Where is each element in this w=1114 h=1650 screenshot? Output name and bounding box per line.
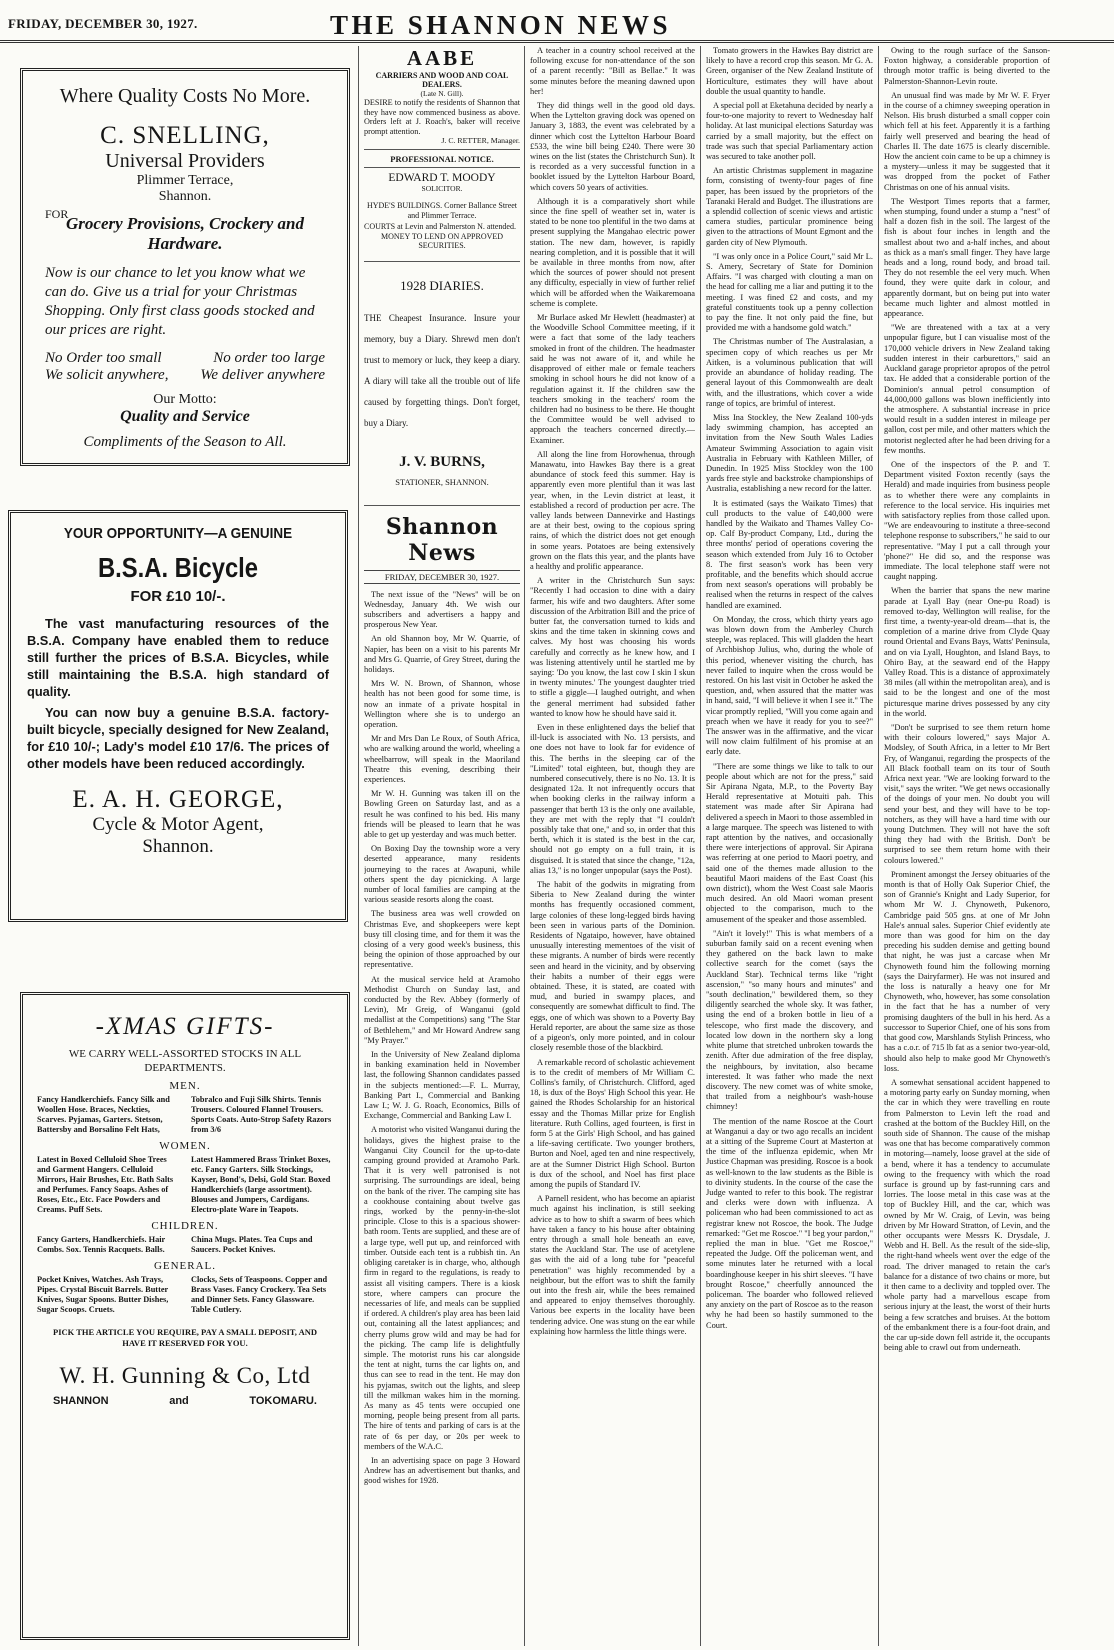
news-item: It is estimated (says the Waikato Times) that cull products to the value of £40,000 were handled by the Waikato and Thames Valley Co-op. Calf By-product Company, Ltd., during the three months' period of operations covering the season which extended from July 16 to October 8. The first season's work has been very profitable, and the benefits which should accrue from next season's operations will probably be realised when the returns in respect of the calves handled are examined.: [706, 498, 873, 610]
news-item: "We are threatened with a tax at a very unpopular figure, but I can visualise most of the 170,000 vehicle drivers in New Zealand taking sudden interest in their carburettors," said an Auckland garage proprietor apropos of the petrol tax. He added that a considerable portion of the Dominion's annual petrol consumption of 44,000,000 gallons was blown inefficiently into the atmosphere. A substantial increase in price would result in a sudden interest in mileage per gallon, cost per mile, and other matters which the motorist neglected after he had been driving for a few months.: [884, 323, 1050, 455]
news-item: Miss Ina Stockley, the New Zealand 100-yds lady swimming champion, has accepted an invitation from the New South Wales Ladies Amateur Swimming Association to again visit Australia in February with Kathleen Miller, of Dunedin. In 1925 Miss Stockley won the 100 yards free style and backstroke championships of Australia, establishing a new record for the latter.: [706, 412, 873, 494]
firm-locations: SHANNON and TOKOMARU.: [53, 1395, 317, 1407]
professional-notice-label: PROFESSIONAL NOTICE.: [390, 154, 494, 164]
ad-headline: -XMAS GIFTS-: [95, 1013, 275, 1040]
diaries-body: THE Cheapest Insurance. Insure your memory, buy a Diary. Shrewd men don't trust to memory or luck, they keep a diary. A diary will take all the trouble out of life caused by forgetting things. Don't forget, buy a Diary.: [364, 312, 520, 428]
ad-headline: Where Quality Costs No More.: [59, 85, 311, 107]
men-items: Fancy Handkerchiefs. Fancy Silk and Woollen Hose. Braces, Neckties, Scarves. Pyjamas, Garters. Stetson, Battersby and Borsalino Felt Hats, Tobralco and Fuji Silk Shirts. Tennis Trousers. Coloured Flannel Trousers. Sports Coats. Auto-Strop Safety Razors from 3/6: [37, 1095, 332, 1134]
men-section-title: MEN.: [169, 1080, 201, 1092]
news-item: In an advertising space on page 3 Howard Andrew has an advertisement but thanks, and good wishes for 1928.: [364, 1455, 520, 1486]
news-item: On Boxing Day the township wore a very deserted appearance, many residents journeying to the races at Awapuni, while others spent the day picnicking. A large number of local families are camping at the various seaside resorts along the coast.: [364, 844, 520, 905]
women-section-title: WOMEN.: [159, 1140, 211, 1152]
business-town: Shannon.: [158, 189, 212, 204]
solicitor-name: EDWARD T. MOODY: [388, 172, 496, 184]
money-line: MONEY TO LEND ON APPROVED SECURITIES.: [380, 231, 504, 250]
news-item: "I was only once in a Police Court," said Mr L. S. Amery, Secretary of State for Dominion Affairs. "I was charged with clouting a man on the head for calling me a liar and putting it to the meeting. I was fined £2 and costs, and my grateful constituents took up a penny collection to pay the fine. It not only paid the fine, but provided me with a handsome gold watch.": [706, 251, 873, 333]
news-item: A special poll at Eketahuna decided by nearly a four-to-one majority to revert to Wednesday half holiday. At last municipal elections Saturday was carried by a small majority, but the effect on trade was such that special Parliamentary action was secured to take another poll.: [706, 101, 873, 162]
motto: Quality and Service: [120, 408, 250, 425]
solicit-line: We solicit anywhere, We deliver anywhere: [45, 367, 325, 383]
bsa-advertisement: [8, 510, 348, 922]
news-item: On Monday, the cross, which thirty years ago was blown down from the Amberley Church steeple, was replaced. This will gladden the heart of Archbishop Julius, who, during the whole of this period, whenever visiting the church, has never failed to inquire when the cross would be restored. On his last visit in October he asked the question, and, when assured that the matter was in hand, said, "I will believe it when I see it." The vicar promptly replied, "Will you come again and preach when we have it ready for you to see?" The answer was in the affirmative, and the vicar will now claim fulfilment of his promise at an early date.: [706, 614, 873, 757]
children-section-title: CHILDREN.: [151, 1220, 219, 1232]
solicitor-address: HYDE'S BUILDINGS. Corner Ballance Street and Plimmer Terrace.: [366, 201, 518, 220]
news-item: An artistic Christmas supplement in magazine form, consisting of twenty-four pages of fine paper, has been issued by the proprietors of the Taranaki Herald and Budget. The illustrations are a splendid collection of scenic views and artistic camera studies, particular prominence being given to the attractions of Mount Egmont and the garden city of New Plymouth.: [706, 166, 873, 247]
news-column-3: [706, 46, 873, 1646]
ad-headline: YOUR OPPORTUNITY—A GENUINE: [63, 525, 293, 542]
news-column-4: [884, 46, 1050, 1646]
news-item: A writer in the Christchurch Sun says: "Recently I had occasion to dine with a dairy farmer, his wife and two daughters. After some discussion of the Arbitration Bill and the price of butter fat, the conversation turned to kids and skins and the time taken in skinning cows and calves. My host was choosing his words carefully and correctly as he knew how, and I was listening attentively until he startled me by saying: 'Do you know, the last cow I skin I skun in twenty minutes.' The youngest daughter tried to stifle a giggle—I laughed outright, and when the general merriment had subsided father wanted to know how he should have said it.: [530, 576, 695, 718]
header-rule: [0, 40, 1114, 43]
news-item: A somewhat sensational accident happened to a motoring party early on Sunday morning, when the car in which they were travelling en route from Palmerston to Levin left the road and crashed at the bottom of the Buckley Hill, on the south side of Shannon. The cause of the mishap was one that has become comparatively common in motoring—namely, loose gravel at the side of a bend, where it has a tendency to accumulate owing to the frequency with which the road surface is ground up by fast-running cars and lorries. The loose metal in this case was at the top of Buckley Hill, and the car, which was owned by Mr W. Craig, of Levin, was being driven by Mr Howard Stratton, of Levin, and the other occupants were Messrs K. Drysdale, J. Webb and H. Bell. As the result of the side-slip, the right-hand wheels went over the edge of the road. The driver managed to retain the car's balance for a distance of two chains or more, but it then came to a declivity and toppled over. The whole party had a marvellous escape from serious injury at the least, the worst of their hurts being a few scratches and bruises. At the bottom of the embankment there is a four-foot drain, and the car up-side down fell astride it, the occupants being able to crawl out from underneath.: [884, 1077, 1050, 1353]
children-items: Fancy Garters, Handkerchiefs. Hair Combs. Sox. Tennis Racquets. Balls. China Mugs. Plates. Tea Cups and Saucers. Pocket Knives.: [37, 1235, 313, 1254]
news-item: Tomato growers in the Hawkes Bay district are likely to have a record crop this season. Mr G. A. Green, organiser of the New Zealand Institute of Horticulture, estimates they will have about double the usual quantity to handle.: [706, 46, 873, 96]
women-items: Latest in Boxed Celluloid Shoe Trees and Garment Hangers. Celluloid Mirrors, Hair Brushes, Etc. Bath Salts and Perfumes. Fancy Soaps. Ashes of Roses, Etc., Etc. Face Powders and Creams. Puff Sets. Latest Hammered Brass Trinket Boxes, etc. Fancy Garters. Silk Stockings, Kayser, Bond's, Delsi, Gold Star. Boxed Handkerchiefs (large assortment). Blouses and Jumpers, Cardigans. Electro-plate Ware in Teapots.: [37, 1155, 331, 1214]
courts-line: COURTS at Levin and Palmerston N. attended.: [364, 222, 516, 231]
general-items: Pocket Knives, Watches. Ash Trays, Pipes. Crystal Biscuit Barrels. Butter Knives, Sugar Spoons. Butter Dishes, Sugar Scoops. Cruets. Clocks, Sets of Teaspoons. Copper and Brass Vases. Fancy Crockery. Tea Sets and Dinner Sets. Fancy Glassware. Table Cutlery.: [37, 1275, 328, 1314]
firm-name: W. H. Gunning & Co, Ltd: [59, 1363, 311, 1388]
news-item: The business area was well crowded on Christmas Eve, and shopkeepers were kept busy till closing time, and for them it was the closing of a very good week's business, this being the opinion of those approached by our representative.: [364, 909, 520, 970]
ad-body-2: You can now buy a genuine B.S.A. factory-built bicycle, specially designed for New Zealand, for £10 10/-; Lady's model £10 17/6. The prices of other models have been reduced accordingly.: [27, 705, 329, 771]
news-item: A Parnell resident, who has become an apiarist much against his inclination, is still seeking advice as to how to shift a swarm of bees which have taken a fancy to his house after obtaining entry through a small hole beneath an eave, states the Auckland Star. The use of acetylene gas with the aid of a long tube for "peaceful penetration" was highly recommended by a neighbour, but the effort was to shift the family out into the fresh air, while the bees remained and appeared to enjoy themselves thoroughly. Various bee experts in the locality have been tendering advice. One was stung on the ear while explaining how harmless the little things were.: [530, 1194, 695, 1336]
news-item: The mention of the name Roscoe at the Court at Wanganui a day or two ago recalls an incident at a sitting of the Supreme Court at Masterton at the time of the influenza epidemic, when Mr Justice Chapman was presiding. Roscoe is a book as well-known to the law students as the Bible is to divinity students. In the course of the case the Judge wanted to refer to this book. The registrar and clerks were down with influenza. A policeman who had been commissioned to act as registrar knew not Roscoe, the book. The Judge remarked: "Get me Roscoe." "I beg your pardon," replied the man in blue. "Get me Roscoe," repeated the Judge. Off the policeman went, and some minutes later he returned with a local boardinghouse keeper in his shirt sleeves. "I have brought Roscoe," cheerfully announced the policeman. The boarder who followed relieved any anxiety on the part of Roscoe as to the reason why he had been so hastily summoned to the Court.: [706, 1116, 873, 1330]
ad-subheadline: WE CARRY WELL-ASSORTED STOCKS IN ALL DEPARTMENTS.: [68, 1048, 302, 1074]
news-item: Even in these enlightened days the belief that ill-luck is associated with No. 13 persists, and one does not have to look far for evidence of this. The berths in the sleeping car of the "Limited" total eighteen, but, though they are numbered consecutively, there is no No. 13. It is designated 12a. It not infrequently occurs that when booking clerks in the railway inform a passenger that berth 13 is the only one available, they are met with the reply that "I couldn't possibly take that one," and so, in order that this berth, which it is stated is the best in the car, should not go empty on a full train, it is disguised. It is stated that since the change, "12a, alias 13," is no longer unpopular (says the Post).: [530, 723, 695, 875]
news-item: They did things well in the good old days. When the Lyttelton graving dock was opened on January 3, 1883, the event was celebrated by a dinner which cost the Lyttelton Harbour Board £533, the wine bill being £240. There were 30 wines on the list (states the Christchurch Sun). It is recorded as a very successful function in a booklet issued by the Lyttelton Harbour Board, which covers 50 years of activities.: [530, 101, 695, 192]
news-item: The next issue of the "News" will be on Wednesday, January 4th. We wish our subscribers and advertisers a happy and prosperous New Year.: [364, 589, 520, 630]
news-item: An unusual find was made by Mr W. F. Fryer in the course of a chimney sweeping operation in Nelson. His brush disturbed a small copper coin which fell at his feet. Apparently it is a farthing fairly well preserved and bearing the head of Charles II. The date 1675 is clearly discernible. How the ancient coin came to be up a chimney is a mystery—unless it may be suggested that it was dropped from the pocket of Father Christmas on one of his annual visits.: [884, 90, 1050, 192]
issue-date: FRIDAY, DECEMBER 30, 1927.: [8, 16, 198, 31]
news-item: All along the line from Horowhenua, through Manawatu, into Hawkes Bay there is a great abundance of stock feed this summer. Hay is apparently even more plentiful than it was last year, when, in the Levin district at least, it established a record of production per acre. The valley lands between Dannevirke and Hastings are at their best, owing to the copious spring rains, of which the district does not get enough in some years. Potatoes are being extensively grown on the flats this year, and the plants have a healthy and prolific appearance.: [530, 449, 695, 571]
news-item: Prominent amongst the Jersey obituaries of the month is that of Holly Oak Superior Chief, the son of Grannie's Knight and Lady Superior, for whom Mr W. J. Chynoweth, Pukenoro, Cambridge paid 505 gns. at one of Mr John Hale's annual sales. Superior Chief evidently ate more than was good for him on the day preceding his sudden demise and getting bound that night, he was just a carcase when Mr Chynoweth found him the following morning (says the Dairyfarmer). He was not insured and the loss is naturally a heavy one for Mr Chynoweth, who, however, has some consolation in the fact that he has a number of very promising daughters of the bull in his herd. As a successor to Superior Chief, one of his sons from that good cow, Marshlands Stylish Princess, who has a c.o.r. of 715 lb fat as a senior two-year-old, should also help to make good Mr Chynoweth's loss.: [884, 869, 1050, 1073]
for-label: FOR: [45, 207, 69, 221]
column-divider: [358, 46, 359, 1646]
business-address: Plimmer Terrace,: [136, 173, 234, 188]
snelling-advertisement: [20, 68, 350, 466]
news-item: "Ain't it lovely!" This is what members of a suburban family said on a recent evening when they gathered on the back lawn to make collective search for the comet (says the Auckland Star). Technical terms like "right ascension," "so many hours and minutes" and "south declination," bewildered them, so they diligently searched the whole sky. It was father, using the end of a broken bottle in lieu of a telescope, who first made the discovery, and located low down in the northern sky a long white plume that stretched unbroken towards the zenith. After due admiration of the free display, the neighbours, by invitation, also became interested. It was father who made the next discovery. The new comet was of white smoke, that trailed from a neighbour's wash-house chimney!: [706, 928, 873, 1112]
news-column-local: [364, 590, 520, 1590]
news-item: In the University of New Zealand diploma in banking examination held in November last, the following Shannon candidates passed in the subjects mentioned:—F. L. Murray, Banking Part I., Commercial and Banking Law I.; W. J. G. Roach, Economics, Bills of Exchange, Commercial and Banking Law I.: [364, 1050, 520, 1121]
news-item: Although it is a comparatively short while since the fine spell of weather set in, water is stated to be none too plentiful in the two dams at present supplying the Mangahao electric power station. The new dam, however, is rapidly nearing completion, and it is possible that it will be available in three months from now, after which the sources of power should not present any difficulty, especially in view of further relief which will be afforded when the Waikaremoana scheme is complete.: [530, 196, 695, 308]
motto-label: Our Motto:: [153, 392, 217, 407]
news-item: Mr W. H. Gunning was taken ill on the Bowling Green on Saturday last, and as a result he was confined to his bed. His many friends will be pleased to learn that he was able to get up yesterday and was much better.: [364, 789, 520, 839]
aabe-late: (Late N. Gill).: [420, 89, 464, 98]
news-item: A remarkable record of scholastic achievement is to the credit of members of Mr William C. Collins's family, of Christchurch. Clifford, aged 18, is dux of the Boys' High School this year. He gained the Rhodes Scholarship for an historical essay and the Thomas Millar prize for English literature. Ruth Collins, aged fourteen, is first in form 5 at the Girls' High School, and has gained a life-saving certificate. Two younger brothers, Burton and Noel, aged ten and nine respectively, are at the Sumner District High School. Burton is dux of the school, and Noel has first place among the pupils of Standard IV.: [530, 1057, 695, 1189]
general-section-title: GENERAL.: [153, 1260, 217, 1272]
aabe-signature: J. C. RETTER, Manager.: [441, 136, 520, 145]
newspaper-masthead: THE SHANNON NEWS: [330, 10, 672, 40]
news-item: When the barrier that spans the new marine parade at Lyall Bay (near One-pu Road) is removed to-day, Wellington will realise, for the first time, a twenty-year-old dream—that is, the completion of a marine drive from Clyde Quay round Oriental and Evans Bays, Watts' Peninsula, and on via Lyall, Houghton, and Island Bays, to Ohiro Bay, at the seaward end of the Happy Valley Road. This is a distance of approximately 38 miles (all within the metropolitan area), and is said to be the longest and one of the most picturesque marine drives possessed by any city in the world.: [884, 586, 1050, 718]
news-column-2: [530, 46, 695, 1646]
news-item: Mr and Mrs Dan Le Roux, of South Africa, who are walking around the world, wheeling a wheelbarrow, will speak in the Maoriland Theatre this evening, describing their experiences.: [364, 734, 520, 784]
news-item: The habit of the godwits in migrating from Siberia to New Zealand during the winter months has frequently occasioned comment, large colonies of these long-legged birds having been seen in various parts of the Dominion. Residents of Ngataipo, however, have obtained unusually interesting mementoes of the visit of these migrants. A number of birds were recently seen and heard in the vicinity, and by observing their habits a number of their eggs were obtained. These, it is stated, are coated with mud, and buried in swampy places, and consequently are somewhat difficult to find. The eggs, one of which was shown to a Poverty Bay Herald reporter, are about the same size as those of a pigeon's, only more pointed, and in colour closely resemble those of the blackbird.: [530, 880, 695, 1053]
stationer-name: J. V. BURNS,: [399, 453, 485, 470]
news-item: "There are some things we like to talk to our people about which are not for the press," said Sir Apirana Ngata, M.P., to the Poverty Bay Herald representative at Motuiti pah. This statement was made after Sir Apirana had delivered a speech in Maori to those assembled in a large marquee. The speech was listened to with rapt attention by the natives, and occasionally there were interjections of approval. Sir Apirana was referring at one period to Maori poetry, and said one of the themes made allusion to the beautiful Maori maidens of the East Coast (his own district), whom the West Coast sale Maoris much desired. An old Maori woman present objected to the comparison, much to the amusement of the speaker and those assembled.: [706, 761, 873, 924]
xmas-gifts-advertisement: [20, 992, 350, 1640]
compliments: Compliments of the Season to All.: [83, 434, 287, 450]
editorial-date: FRIDAY, DECEMBER 30, 1927.: [364, 570, 520, 584]
news-item: The Christmas number of The Australasian, a specimen copy of which reaches us per Mr Aitken, is a voluminous publication that will provide an abundance of holiday reading. The general layout of this Commonwealth are dealt with, and the illustrations, which cover a wide range of topics, are brimful of interest.: [706, 337, 873, 408]
business-role: Universal Providers: [105, 150, 265, 172]
news-item: An old Shannon boy, Mr W. Quarrie, of Napier, has been on a visit to his parents Mr and Mrs G. Quarrie, of Grey Street, during the holidays.: [364, 634, 520, 674]
small-ads-column: [364, 46, 520, 1590]
column-divider: [700, 46, 701, 1646]
diaries-title: 1928 DIARIES.: [400, 277, 484, 293]
news-item: At the musical service held at Aramoho Methodist Church on Sunday last, and conducted by the Rev. Abbey (formerly of Levin), Mr Greig, of Wanganui (gold medallist at the Competitions) sang "The Star of Bethlehem," and Mr Howard Andrew sang "My Prayer.": [364, 974, 520, 1045]
goods-line: Grocery Provisions, Crockery and Hardware.: [66, 214, 304, 253]
aabe-body: DESIRE to notify the residents of Shannon that they have now commenced business as above. Orders left at J. Roach's, baker will receive prompt attention.: [364, 98, 520, 136]
dealer-town: Shannon.: [142, 836, 214, 857]
news-item: One of the inspectors of the P. and T. Department visited Foxton recently (says the Herald) and made inquiries from business people as to whether there were any complaints in reference to the local service. His inquiries met with satisfactory replies from those called upon. "We are endeavouring to institute a three-second telephone response to subscribers," he said to our representative. "May I put a call through your 'phone?" He did so, and the response was immediate. The local telephone staff were not caught napping.: [884, 459, 1050, 582]
editorial-masthead: Shannon News: [385, 513, 499, 566]
news-item: Owing to the rough surface of the Sanson-Foxton highway, a considerable proportion of through motor traffic is being diverted to the Palmerston-Shannon-Levin route.: [884, 46, 1050, 86]
column-divider: [524, 46, 525, 1646]
business-name: C. SNELLING,: [100, 122, 270, 149]
news-item: A teacher in a country school received at the following excuse for non-attendance of the son of a parent recently: "Bill as Bellae." It was some minutes before the meaning dawned upon her!: [530, 46, 695, 96]
stationer-role: STATIONER, SHANNON.: [395, 476, 489, 487]
ad-pitch: Now is our chance to let you know what we can do. Give us a trial for your Christmas Shopping. Only first class goods stocked and our prices are right.: [45, 265, 315, 338]
column-divider: [878, 46, 879, 1646]
news-item: Mrs W. N. Brown, of Shannon, whose health has not been good for some time, is now an inmate of a private hospital in Wellington where she is to undergo an operation.: [364, 679, 520, 729]
aabe-title: AABE: [406, 46, 478, 70]
ad-body: The vast manufacturing resources of the B.S.A. Company have enabled them to reduce still further the prices of B.S.A. Bicycles, while still maintaining the B.S.A. high standard of quality.: [27, 616, 329, 699]
news-item: A motorist who visited Wanganui during the holidays, gives the highest praise to the Wanganui City Council for the up-to-date camping ground provided at Aramoho Park. That it is very well patronised is not surprising. The surroundings are ideal, being on the bank of the river. The camping site has a cookhouse containing about twelve gas rings, worked by the penny-in-the-slot principle. Close to this is a spacious shower-bath room. Tents are supplied, and these are of a large type, well put up, and reinforced with timber. Outside each tent is a rubbish tin. An obliging caretaker is in charge, who, although firm in regard to the regulations, is ready to assist all visiting campers. There is a kiosk store, where campers can procure the necessaries of life, and meals can be supplied if ordered. A children's play area has been laid out, containing all the latest appliances; and cherry plums grow wild and may be had for the picking. The camp life is delightfully simple. The motorist runs his car alongside the tent at night, turns the car lights on, and thus can see to read in the tent. He may don his pyjamas, switch out the lights, and sleep till the milkman wakes him in the morning. As many as 45 tents were occupied one morning, people being present from all parts. The hire of tents and parking of cars is at the rate of 6s per day, or 20s per week to members of the W.A.C.: [364, 1125, 520, 1451]
dealer-role: Cycle & Motor Agent,: [92, 814, 264, 835]
news-item: "Don't be surprised to see them return home with their colours lowered," says Major A. Modsley, of South Africa, in a letter to Mr Bert Fry, of Wanganui, regarding the prospects of the All Black football team on its tour of South Africa next year. "We are looking forward to the visit," says the writer. "We get news occasionally of the doings of your men. No doubt you will send your best, and they will have to be top-notchers, as they will have a hard time with our young Dutchmen. They will not have the soft thing they had with the British. Don't be surprised to see them return home with their colours lowered.": [884, 723, 1050, 865]
aabe-subtitle: CARRIERS AND WOOD AND COAL DEALERS.: [375, 71, 509, 89]
product-name: B.S.A. Bicycle: [97, 552, 259, 583]
dealer-name: E. A. H. GEORGE,: [72, 786, 284, 813]
solicitor-role: SOLICITOR.: [421, 184, 463, 193]
news-item: Mr Burlace asked Mr Hewlett (headmaster) at the Woodville School Committee meeting, if it were a fact that some of the lady teachers smoked in front of the children. The headmaster said he was not aware of it, and while he disapproved of either male or female teachers smoking in school hours he did not know of a regulation against it. If the children saw the teachers smoking in the teachers' room the children had no business to be there. He thought the Committee would be well advised to approach the teachers concerned directly.—Examiner.: [530, 313, 695, 445]
price: FOR £10 10/-.: [130, 588, 226, 605]
deposit-notice: PICK THE ARTICLE YOU REQUIRE, PAY A SMALL DEPOSIT, AND HAVE IT RESERVED FOR YOU.: [53, 1327, 317, 1348]
news-item: The Westport Times reports that a farmer, when stumping, found under a stump a "nest" of half a dozen fish in the soil. The largest of the fish is about four inches in length and the smallest about two and a-half inches, and about as thick as a man's small finger. They have large heads and a long, round body, and broad tail. They do not resemble the eel very much. When found, they were quite dark in colour, and apparently dormant, but on being put into water became much lighter and almost mottled in appearance.: [884, 196, 1050, 319]
order-line: No Order too small No order too large: [45, 350, 325, 366]
